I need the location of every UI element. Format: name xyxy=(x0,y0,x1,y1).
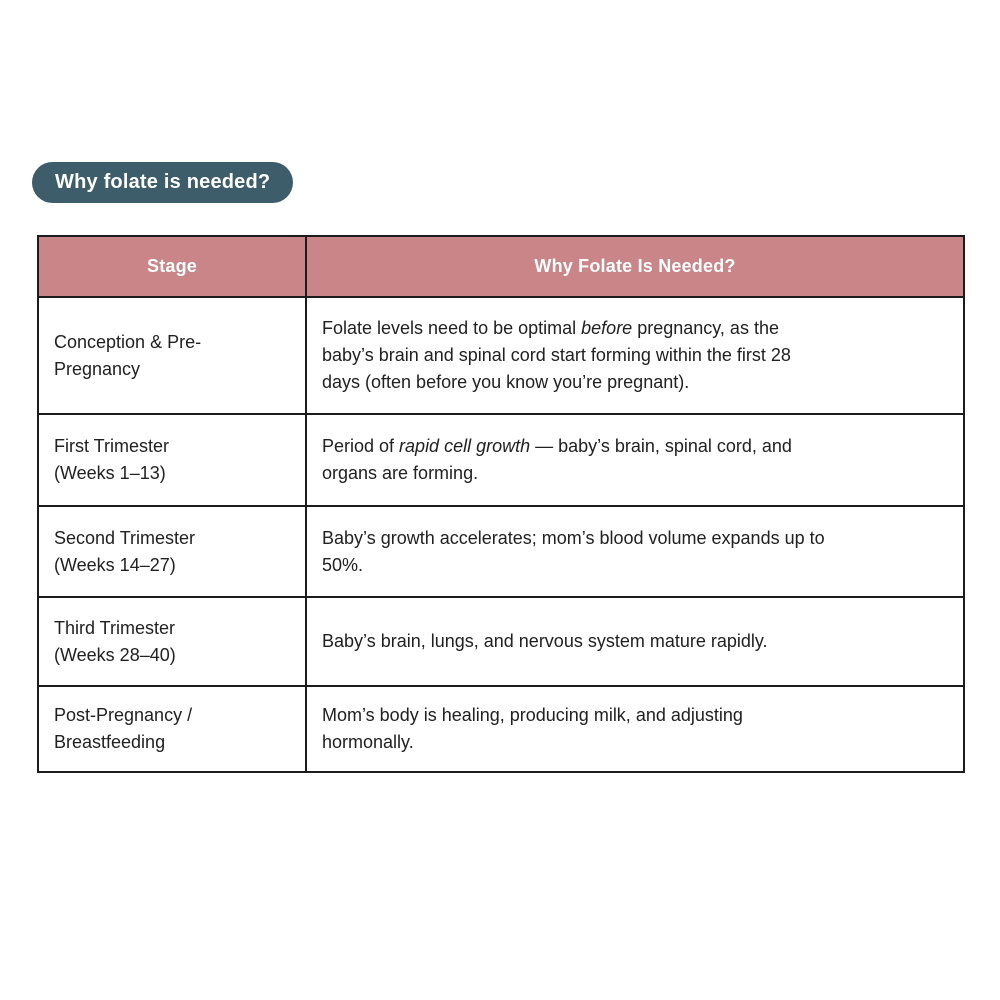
body-text: organs are forming. xyxy=(322,463,479,483)
reason-cell xyxy=(306,414,964,506)
reason-cell xyxy=(306,686,964,772)
body-text: — baby’s brain, spinal cord, and xyxy=(530,436,792,456)
body-text: 50%. xyxy=(322,554,364,575)
stage-cell: Second Trimester (Weeks 14–27) xyxy=(38,506,306,597)
reason-cell xyxy=(306,297,964,414)
body-text: days (often before you know you’re pregnant). xyxy=(322,372,690,392)
body-text: Baby’s growth accelerates; mom’s blood volume expands up to xyxy=(322,527,825,548)
table-row xyxy=(38,506,964,597)
table-header-row xyxy=(38,236,964,297)
stage-cell: Conception & Pre- Pregnancy xyxy=(38,297,306,414)
section-title: Why folate is needed? xyxy=(55,171,271,193)
table-row xyxy=(38,686,964,772)
body-text: baby’s brain and spinal cord start forming within the first 28 xyxy=(322,345,791,365)
col-header-stage: Stage xyxy=(38,236,306,297)
body-text: Mom’s body is healing, producing milk, and adjusting xyxy=(322,705,743,725)
table-row xyxy=(38,414,964,506)
reason-cell xyxy=(306,506,964,597)
stage-cell: First Trimester (Weeks 1–13) xyxy=(38,414,306,506)
section-title-badge xyxy=(32,162,293,203)
table-row xyxy=(38,597,964,686)
table-body xyxy=(38,297,964,772)
body-text: Folate levels need to be optimal xyxy=(322,318,582,338)
col-header-why-folate: Why Folate Is Needed? xyxy=(306,236,964,297)
reason-cell xyxy=(306,597,964,686)
emphasized-text: before xyxy=(581,318,633,338)
emphasized-text: rapid cell growth xyxy=(399,436,531,456)
body-text: pregnancy, as the xyxy=(632,318,779,338)
stage-cell: Third Trimester (Weeks 28–40) xyxy=(38,597,306,686)
folate-table xyxy=(37,235,965,773)
body-text: Period of xyxy=(322,436,400,456)
body-text: hormonally. xyxy=(322,732,414,752)
body-text: Baby’s brain, lungs, and nervous system mature rapidly. xyxy=(322,631,768,651)
table-row xyxy=(38,297,964,414)
stage-cell: Post-Pregnancy / Breastfeeding xyxy=(38,686,306,772)
